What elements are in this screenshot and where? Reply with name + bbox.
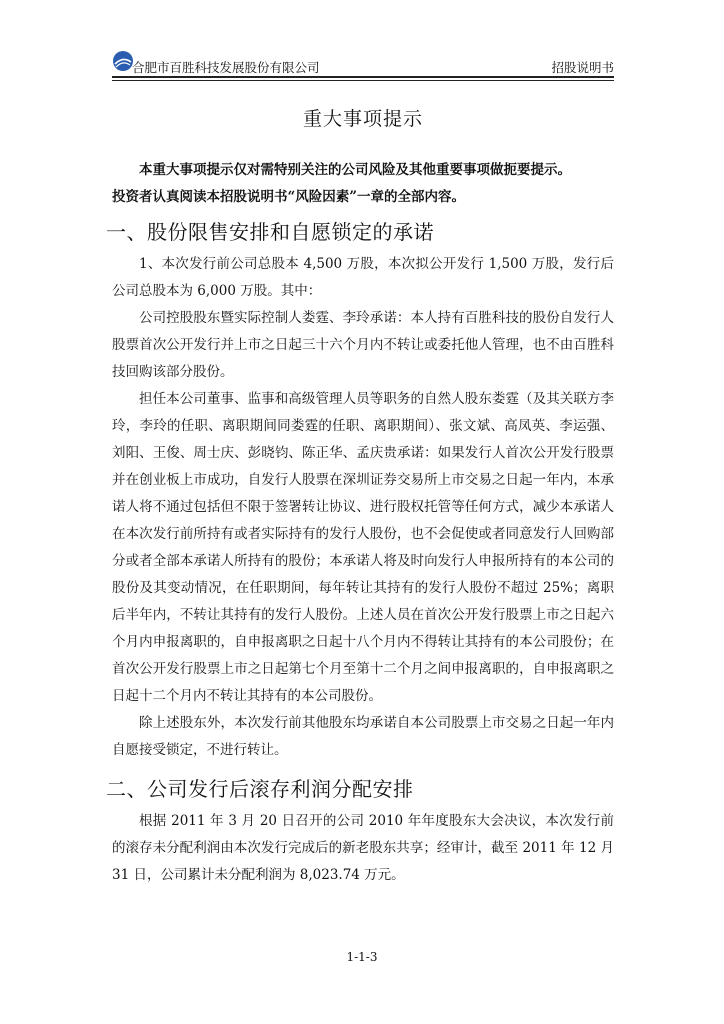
section-1-paragraph: 1、本次发行前公司总股本 4,500 万股，本次拟公开发行 1,500 万股，发行后公司总股本为 6,000 万股。其中： xyxy=(112,256,614,299)
header-rule-thin xyxy=(112,80,614,81)
section-2-paragraph: 根据 2011 年 3 月 20 日召开的公司 2010 年年度股东大会决议，本次发行前的滚存未分配利润由本次发行完成后的新老股东共享；经审计，截至 2011 年 12 月 31 日，公司累计未分配利润为 8,023.74 万元。 xyxy=(112,813,614,883)
page-header xyxy=(112,46,614,76)
company-name: 合肥市百胜科技发展股份有限公司 xyxy=(132,60,320,75)
page-number: 1-1-3 xyxy=(346,950,378,964)
notice-line-1: 本重大事项提示仅对需特别关注的公司风险及其他重要事项做扼要提示。 xyxy=(139,162,571,178)
section-1-paragraph: 担任本公司董事、监事和高级管理人员等职务的自然人股东娄霆（及其关联方李玲，李玲的任职、离职期间同娄霆的任职、离职期间）、张文斌、高凤英、李运强、刘阳、王俊、周士庆、彭晓钧、陈正华、孟庆贵承诺：如果发行人首次公开发行股票并在创业板上市成功，自发行人股票在深圳证券交易所上市交易之日起一年内，本承诺人将不通过包括但不限于签署转让协议、进行股权托管等任何方式，减少本承诺人在本次发行前所持有或者实际持有的发行人股份，也不会促使或者同意发行人回购部分或者全部本承诺人所持有的股份；本承诺人将及时向发行人申报所持有的本公司的股份及其变动情况，在任职期间，每年转让其持有的发行人股份不超过 25%；离职后半年内，不转让其持有的发行人股份。上述人员在首次公开发行股票上市之日起六个月内申报离职的，自申报离职之日起十八个月内不得转让其持有的本公司股份；在首次公开发行股票上市之日起第七个月至第十二个月之间申报离职的，自申报离职之日起十二个月内不转让其持有的本公司股份。 xyxy=(112,391,614,704)
notice-block xyxy=(112,157,614,211)
section-2-heading: 二、公司发行后滚存利润分配安排 xyxy=(106,777,414,801)
company-logo-icon xyxy=(112,50,134,72)
notice-line-2: 投资者认真阅读本招股说明书“风险因素”一章的全部内容。 xyxy=(112,189,466,205)
section-1-heading: 一、股份限售安排和自愿锁定的承诺 xyxy=(106,220,434,244)
header-rule-thick xyxy=(112,76,614,78)
section-1-paragraph: 除上述股东外，本次发行前其他股东均承诺自本公司股票上市交易之日起一年内自愿接受锁定，不进行转让。 xyxy=(112,715,614,758)
page-content xyxy=(106,100,614,889)
document-type: 招股说明书 xyxy=(551,60,614,75)
section-1-paragraph: 公司控股股东暨实际控制人娄霆、李玲承诺：本人持有百胜科技的股份自发行人股票首次公开发行并上市之日起三十六个月内不转让或委托他人管理，也不由百胜科技回购该部分股份。 xyxy=(112,310,614,380)
page-title: 重大事项提示 xyxy=(302,108,423,130)
